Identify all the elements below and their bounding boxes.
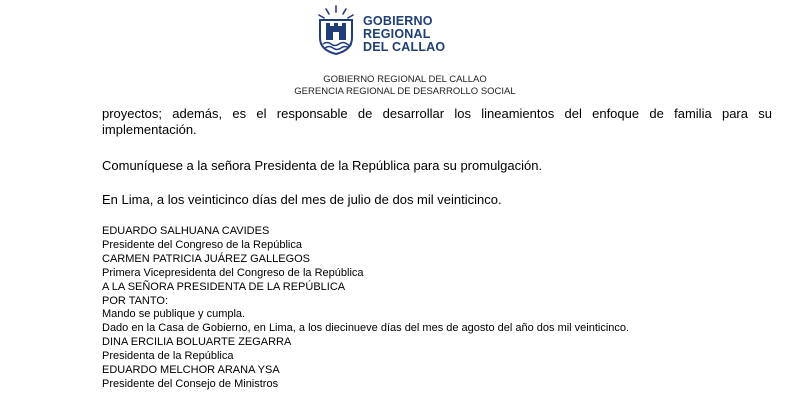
signature-line: Presidente del Congreso de la República bbox=[102, 238, 302, 251]
organization-name: GOBIERNO REGIONAL DEL CALLAO bbox=[323, 74, 487, 85]
signature-line: POR TANTO: bbox=[102, 294, 169, 307]
logo-line-2: REGIONAL bbox=[363, 27, 431, 41]
signature-line: A LA SEÑORA PRESIDENTA DE LA REPÚBLICA bbox=[102, 280, 346, 293]
signature-block bbox=[102, 225, 782, 392]
signature-line: EDUARDO MELCHOR ARANA YSA bbox=[102, 364, 280, 377]
signature-line: Dado en la Casa de Gobierno, en Lima, a los diecinueve días del mes de agosto del año dos mil veinticinco. bbox=[102, 322, 630, 335]
signature-line: Mando se publique y cumpla. bbox=[102, 308, 246, 321]
signature-line: DINA ERCILIA BOLUARTE ZEGARRA bbox=[102, 336, 292, 349]
body-paragraph-1: proyectos; además, es el responsable de desarrollar los lineamientos del enfoque de familia para su implementación. bbox=[102, 106, 772, 137]
signature-line: Presidente del Consejo de Ministros bbox=[102, 377, 279, 390]
document-header bbox=[0, 0, 810, 100]
signature-line: Presidenta de la República bbox=[102, 350, 234, 363]
logo-line-3: DEL CALLAO bbox=[363, 40, 446, 54]
logo-wordmark bbox=[363, 15, 445, 54]
signature-line: Primera Vicepresidenta del Congreso de la República bbox=[102, 266, 364, 279]
signature-line: CARMEN PATRICIA JUÁREZ GALLEGOS bbox=[102, 252, 311, 265]
body-paragraph-3: En Lima, a los veinticinco días del mes de julio de dos mil veinticinco. bbox=[102, 192, 502, 207]
signature-line: EDUARDO SALHUANA CAVIDES bbox=[102, 225, 270, 237]
logo-line-1: GOBIERNO bbox=[363, 14, 433, 28]
body-paragraph-2: Comuníquese a la señora Presidenta de la República para su promulgación. bbox=[102, 158, 543, 173]
department-name: GERENCIA REGIONAL DE DESARROLLO SOCIAL bbox=[294, 86, 516, 97]
document-body bbox=[102, 106, 772, 207]
regional-seal-icon bbox=[313, 4, 359, 56]
